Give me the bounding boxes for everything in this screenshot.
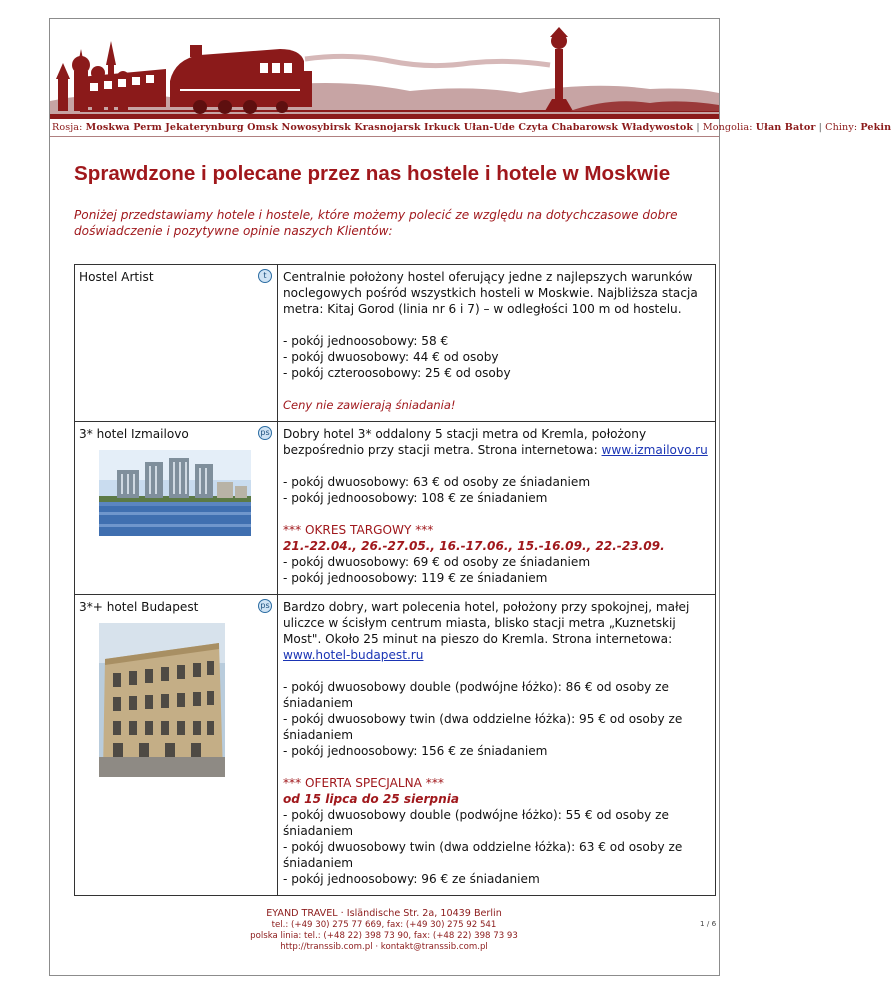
hotel-website-link[interactable]: www.hotel-budapest.ru — [283, 648, 424, 662]
route-country-mongolia: Mongolia: — [702, 122, 753, 133]
price-item: - pokój dwuosobowy: 69 € od osoby ze śniadaniem — [283, 555, 591, 569]
header-divider — [50, 136, 719, 137]
price-item: - pokój jednoosobowy: 119 € ze śniadaniem — [283, 571, 548, 585]
price-item: - pokój dwuosobowy double (podwójne łóżko): 86 € od osoby ze śniadaniem — [283, 680, 669, 710]
hotel-description-cell — [278, 595, 716, 896]
footer-phone-de: tel.: (+49 30) 275 77 669, fax: (+49 30) 275 92 541 — [271, 920, 497, 930]
route-separator: | — [818, 122, 822, 133]
info-badge-icon: t — [258, 269, 272, 283]
info-badge-icon: ps — [258, 599, 272, 613]
route-list — [52, 122, 891, 133]
hotels-table — [74, 264, 716, 896]
hotel-name-cell — [75, 265, 278, 422]
promo-title: *** OKRES TARGOWY *** — [283, 523, 434, 537]
price-item: - pokój jednoosobowy: 96 € ze śniadaniem — [283, 872, 540, 886]
table-row — [75, 265, 716, 422]
hotel-name-cell — [75, 422, 278, 595]
intro-text: Poniżej przedstawiamy hotele i hostele, które możemy polecić ze względu na dotychczasowe dobre doświadczenie i pozytywne opinie naszych Klientów: — [74, 208, 678, 238]
route-cities-russia: Moskwa Perm Jekaterynburg Omsk Nowosybirsk Krasnojarsk Irkuck Ułan-Ude Czyta Chabarowsk Władywostok — [85, 122, 694, 133]
footer-web-email[interactable]: http://transsib.com.pl · kontakt@transsib.com.pl — [280, 942, 488, 952]
price-item: - pokój jednoosobowy: 156 € ze śniadaniem — [283, 744, 548, 758]
footer-address: EYAND TRAVEL · Isländische Str. 2a, 10439 Berlin — [266, 908, 502, 919]
footer-phone-pl: polska linia: tel.: (+48 22) 398 73 90, fax: (+48 22) 398 73 93 — [250, 931, 518, 941]
promo-dates: 21.-22.04., 26.-27.05., 16.-17.06., 15.-16.09., 22.-23.09. — [283, 539, 665, 553]
page-number: 1 / 6 — [700, 919, 717, 928]
hotel-website-link[interactable]: www.izmailovo.ru — [601, 443, 708, 457]
price-item: - pokój dwuosobowy double (podwójne łóżko): 55 € od osoby ze śniadaniem — [283, 808, 669, 838]
page-title: Sprawdzone i polecane przez nas hostele i hotele w Moskwie — [74, 162, 671, 185]
hotel-name: Hostel Artist — [79, 270, 154, 284]
price-item: - pokój czteroosobowy: 25 € od osoby — [283, 366, 511, 380]
hotel-name: 3*+ hotel Budapest — [79, 600, 199, 614]
hotel-description-cell — [278, 422, 716, 595]
train-illustration — [50, 19, 719, 119]
footer-contact — [74, 908, 694, 953]
hotel-izmailovo-photo — [99, 450, 251, 536]
table-row — [75, 595, 716, 896]
price-item: - pokój jednoosobowy: 58 € — [283, 334, 449, 348]
hotel-budapest-photo — [99, 623, 225, 777]
hotel-description: Bardzo dobry, wart polecenia hotel, położony przy spokojnej, małej uliczce w ścisłym centrum miasta, blisko stacji metra „Kuznetskij Most". Około 25 minut na pieszo do Kremla. Strona internetowa: — [283, 600, 690, 646]
hotel-description-cell — [278, 265, 716, 422]
breakfast-note: Ceny nie zawierają śniadania! — [283, 398, 456, 412]
header-banner — [50, 19, 719, 119]
table-row — [75, 422, 716, 595]
promo-title: *** OFERTA SPECJALNA *** — [283, 776, 444, 790]
price-item: - pokój dwuosobowy twin (dwa oddzielne łóżka): 95 € od osoby ze śniadaniem — [283, 712, 683, 742]
hotel-name-cell — [75, 595, 278, 896]
route-separator: | — [696, 122, 700, 133]
price-item: - pokój dwuosobowy twin (dwa oddzielne łóżka): 63 € od osoby ze śniadaniem — [283, 840, 683, 870]
price-item: - pokój jednoosobowy: 108 € ze śniadaniem — [283, 491, 548, 505]
promo-dates: od 15 lipca do 25 sierpnia — [283, 792, 460, 806]
route-cities-mongolia: Ułan Bator — [755, 122, 816, 133]
route-country-russia: Rosja: — [52, 122, 83, 133]
price-item: - pokój dwuosobowy: 44 € od osoby — [283, 350, 499, 364]
route-cities-china: Pekin — [860, 122, 891, 133]
price-item: - pokój dwuosobowy: 63 € od osoby ze śniadaniem — [283, 475, 591, 489]
route-country-china: Chiny: — [825, 122, 858, 133]
hotel-description: Centralnie położony hostel oferujący jedne z najlepszych warunków noclegowych pośród wszystkich hosteli w Moskwie. Najbliższa stacja metra: Kitaj Gorod (linia nr 6 i 7) – w odległości 100 m od hostelu. — [283, 270, 698, 316]
info-badge-icon: ps — [258, 426, 272, 440]
hotel-description: Dobry hotel 3* oddalony 5 stacji metra od Kremla, położony bezpośrednio przy stacji metra. Strona internetowa: — [283, 427, 647, 457]
hotel-name: 3* hotel Izmailovo — [79, 427, 189, 441]
